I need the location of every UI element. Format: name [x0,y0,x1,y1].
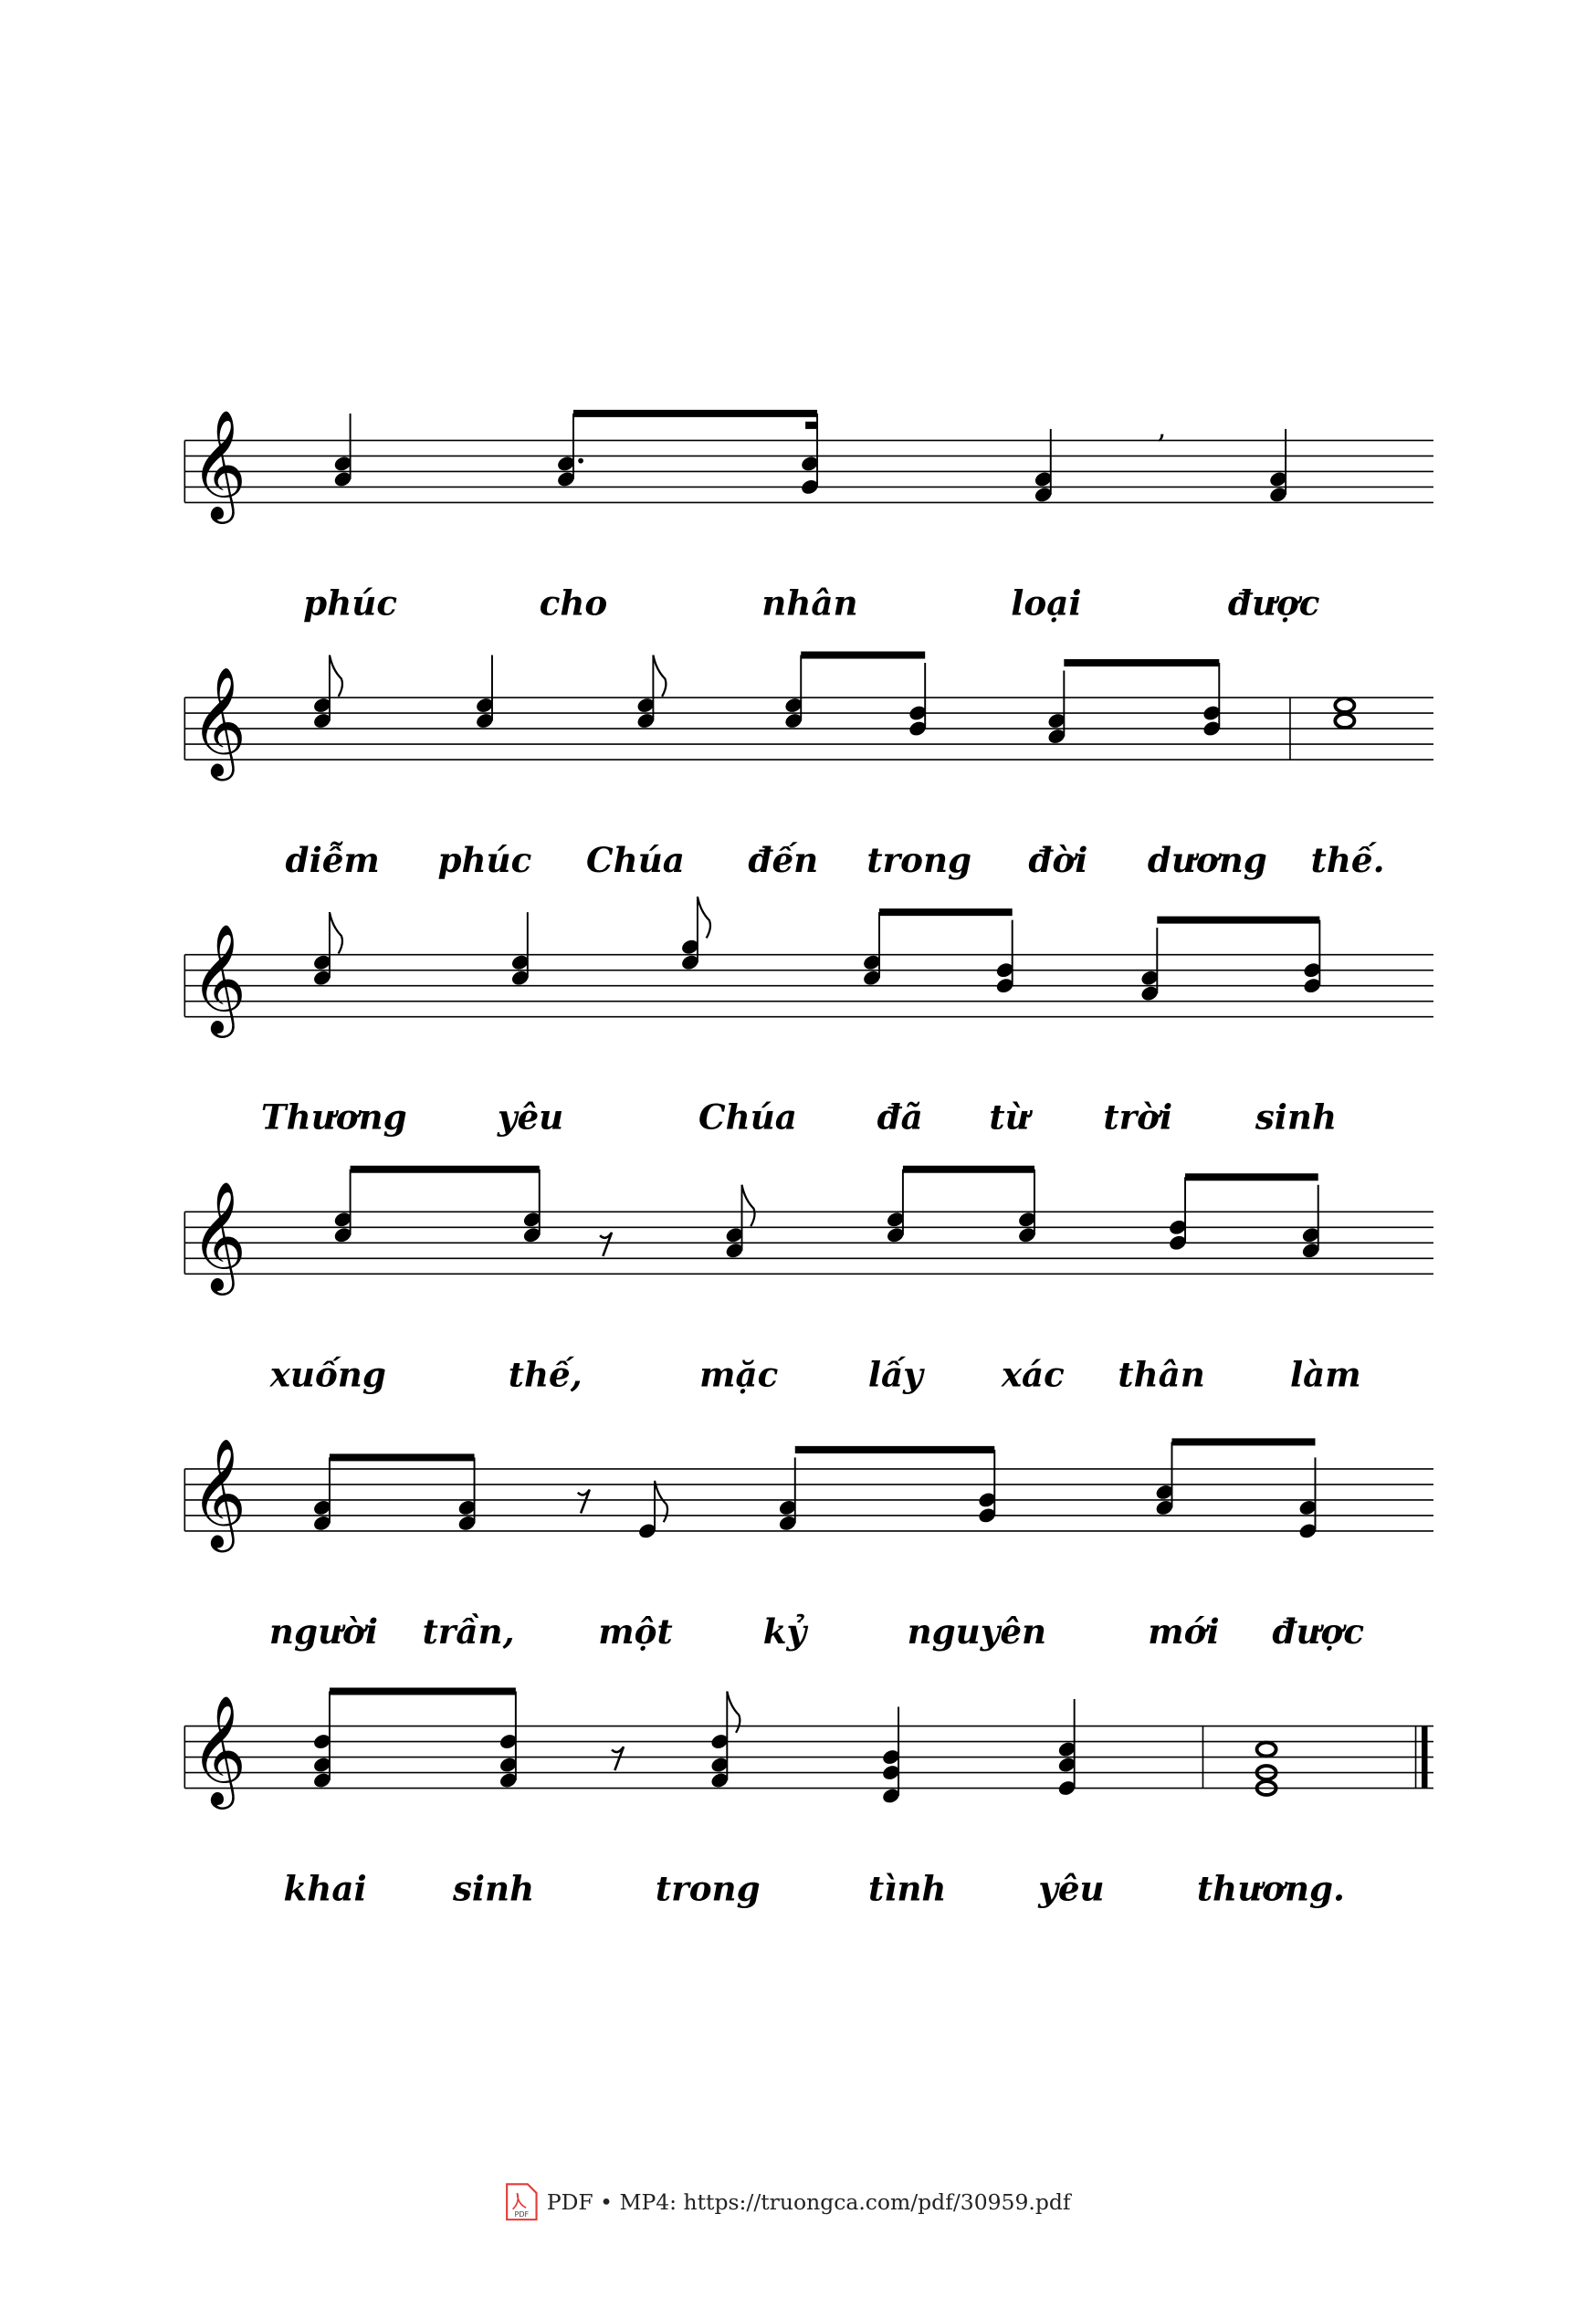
note-chord [1046,671,1066,746]
lyric-syllable: mới [1148,1611,1220,1652]
system-5 [184,1438,1433,1651]
note-chord [510,912,530,987]
lyric-syllable: khai [283,1868,367,1909]
treble-clef-icon: 𝄞 [190,1695,247,1806]
dot [578,458,583,464]
staff [184,1695,1433,1810]
note-chord [680,897,710,971]
note-chord [724,1185,754,1260]
note-chord [1154,1442,1174,1516]
lyric-syllable: được [1272,1611,1365,1652]
footer-link[interactable]: PDF • MP4: https://truongca.com/pdf/30959.pdf [546,2188,1071,2215]
lyric-syllable: từ [989,1097,1030,1138]
lyric-syllable: lấy [867,1354,923,1395]
treble-clef-icon: 𝄞 [190,924,247,1034]
note-chord [1297,1457,1318,1540]
lyric-syllable: xác [1001,1354,1065,1395]
treble-clef-icon: 𝄞 [190,409,247,519]
note-chord [862,912,882,987]
lyric-syllable: diễm [285,840,380,881]
note-chord [499,1691,519,1789]
music-systems [184,410,1433,1909]
lyric-syllable: trần, [422,1611,515,1652]
staff [184,924,1433,1038]
lyric-syllable: Thương [260,1097,407,1138]
lyric-syllable: phúc [437,840,532,881]
note-chord [1017,1170,1037,1244]
lyric-syllable: người [268,1611,379,1652]
note-chord [1168,1177,1188,1252]
lyric-syllable: dương [1147,840,1267,881]
note-chord [475,656,495,730]
lyric-syllable: trong [866,840,972,881]
note-chord [1139,928,1160,1002]
lyric-syllable: trong [655,1868,761,1909]
lyric-syllable: làm [1289,1354,1361,1395]
flag [330,912,342,953]
system-6 [184,1691,1433,1908]
lyric-syllable: nguyên [907,1611,1047,1652]
lyric-syllable: loại [1011,582,1082,624]
note-chord [312,656,342,730]
system-3 [184,897,1433,1138]
eighth-rest-icon [600,1233,612,1256]
lyric-syllable: một [598,1611,673,1652]
note-chord [709,1691,740,1789]
lyric-syllable: thế, [508,1354,583,1395]
treble-clef-icon: 𝄞 [190,1180,247,1291]
lyric-syllable: xuống [269,1354,386,1395]
lyric-syllable: thương. [1196,1868,1346,1909]
flag [653,656,666,697]
lyric-syllable: được [1227,582,1320,624]
note-chord [1302,920,1322,995]
lyric-syllable: đời [1028,840,1088,881]
lyric-syllable: thân [1118,1354,1205,1395]
system-1 [184,410,1433,623]
note-chord [332,1170,352,1244]
note-chord [332,414,352,488]
lyric-syllable: mặc [699,1354,779,1395]
flag [698,897,710,938]
lyric-syllable: cho [539,582,608,624]
eighth-rest-icon [612,1747,624,1770]
lyric-syllable: tình [868,1868,947,1909]
treble-clef-icon: 𝄞 [190,666,247,777]
note-chord [1056,1699,1076,1798]
pdf-icon-label: PDF [514,2209,530,2219]
breath-mark: , [1157,410,1167,446]
system-2 [184,656,1433,881]
note-chord [994,920,1014,995]
lyric-syllable: sinh [1255,1097,1338,1138]
lyric-syllable: Chúa [586,840,685,881]
note-chord [881,1706,901,1805]
notehead [1335,714,1354,728]
lyric-syllable: phúc [303,582,397,624]
treble-clef-icon: 𝄞 [190,1438,247,1548]
note-chord [312,912,342,987]
lyric-syllable: nhân [761,582,858,624]
system-4 [184,1170,1433,1395]
note-chord [556,414,583,488]
note-chord [1300,1185,1320,1260]
note-chord [783,656,803,730]
note-chord [977,1450,997,1525]
notehead [1335,698,1354,712]
lyric-syllable: yêu [1038,1868,1105,1909]
note-chord [312,1691,332,1789]
lyric-syllable: thế. [1310,840,1385,881]
lyric-syllable: kỷ [762,1611,807,1652]
notehead [1257,1743,1276,1757]
whole-note-chord [1257,1743,1276,1795]
lyric-syllable: sinh [452,1868,535,1909]
staff [184,667,1433,782]
lyric-syllable: trời [1103,1097,1173,1138]
lyric-syllable: yêu [497,1097,564,1138]
flag [330,656,342,697]
lyric-syllable: đến [748,840,819,881]
eighth-rest-icon [578,1490,590,1514]
lyric-syllable: Chúa [698,1097,797,1138]
pdf-file-icon [507,2184,536,2219]
note-chord [908,663,928,738]
note-chord [635,656,666,730]
note-chord [886,1170,906,1244]
staff [184,1181,1433,1296]
note-chord [522,1170,542,1244]
lyric-syllable: đã [877,1097,923,1138]
note-chord [1202,663,1222,738]
footer[interactable] [507,2184,1073,2219]
flag [741,1185,754,1226]
